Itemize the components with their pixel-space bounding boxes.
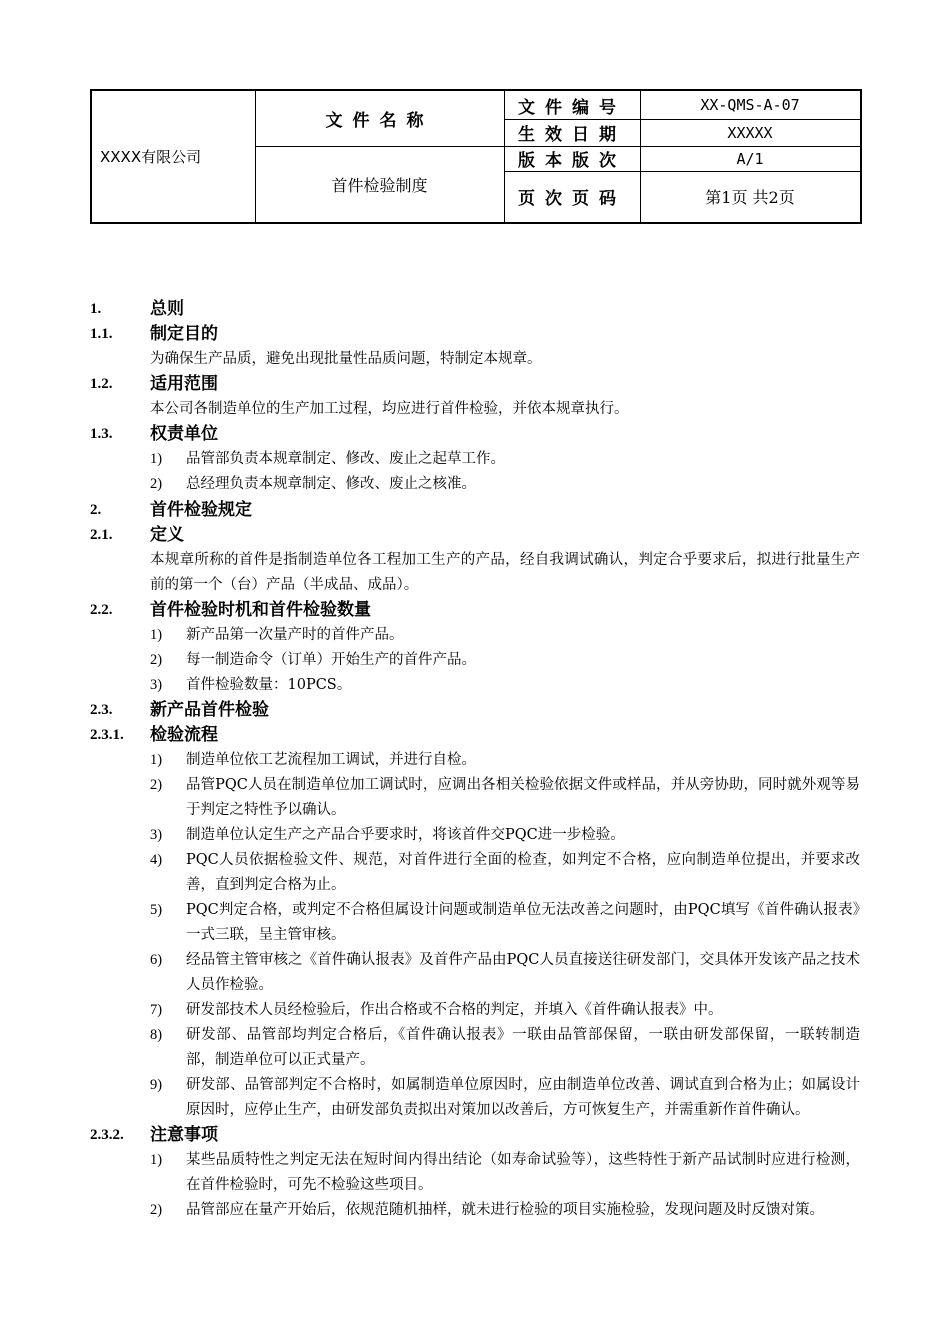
document-header-table xyxy=(90,89,862,224)
document-body xyxy=(90,296,860,1223)
doc-name: 首件检验制度 xyxy=(331,175,428,195)
list-item-number: 8) xyxy=(150,1027,163,1043)
subsection-heading xyxy=(90,322,860,347)
subsection-heading xyxy=(90,723,860,748)
heading-title: 定义 xyxy=(150,525,184,545)
list-item xyxy=(150,1198,860,1223)
doc-no-label: 文件编号 xyxy=(518,97,626,118)
list-item xyxy=(150,898,860,948)
subsection-heading xyxy=(90,523,860,548)
list-item-number: 1) xyxy=(150,752,163,768)
heading-title: 制定目的 xyxy=(150,324,218,344)
list-item-number: 1) xyxy=(150,627,163,643)
page-number: 第1页 共2页 xyxy=(705,188,795,207)
list-item-text: 研发部、品管部均判定合格后，《首件确认报表》一联由品管部保留，一联由研发部保留，一联转制造部，制造单位可以正式量产。 xyxy=(186,1027,860,1068)
doc-no: XX-QMS-A-07 xyxy=(700,96,800,114)
heading-number: 2.3.1. xyxy=(90,727,124,743)
subsection-heading xyxy=(90,422,860,447)
list-item-text: 首件检验数量：10PCS。 xyxy=(186,677,352,693)
version: A/1 xyxy=(736,149,764,168)
list-item-text: 制造单位认定生产之产品合乎要求时，将该首件交PQC进一步检验。 xyxy=(186,827,625,843)
heading-title: 首件检验规定 xyxy=(150,500,252,520)
doc-name-label: 文件名称 xyxy=(325,111,434,131)
page-label: 页次页码 xyxy=(518,189,626,209)
heading-number: 2.2. xyxy=(90,602,113,618)
list-item xyxy=(150,848,860,898)
list-item xyxy=(150,823,860,848)
list-item-text: 品管部应在量产开始后，依规范随机抽样，就未进行检验的项目实施检验，发现问题及时反馈对策。 xyxy=(186,1202,824,1218)
heading-number: 1.2. xyxy=(90,376,113,392)
heading-number: 1.3. xyxy=(90,426,113,442)
list-item-text: 总经理负责本规章制定、修改、废止之核准。 xyxy=(186,476,476,492)
list-item-number: 9) xyxy=(150,1077,163,1093)
list-item-text: 制造单位依工艺流程加工调试，并进行自检。 xyxy=(186,752,476,768)
list-item-text: PQC人员依据检验文件、规范，对首件进行全面的检查，如判定不合格，应向制造单位提出，并要求改善，直到判定合格为止。 xyxy=(186,852,860,893)
subsection-heading xyxy=(90,598,860,623)
subsection-heading xyxy=(90,1123,860,1148)
list-item-number: 2) xyxy=(150,476,163,492)
list-item-text: 品管部负责本规章制定、修改、废止之起草工作。 xyxy=(186,451,505,467)
heading-title: 权责单位 xyxy=(150,424,218,444)
list-item-number: 2) xyxy=(150,652,163,668)
list-item xyxy=(150,948,860,998)
list-item xyxy=(150,998,860,1023)
list-item-number: 7) xyxy=(150,1002,163,1018)
heading-number: 2.1. xyxy=(90,527,113,543)
list-item-text: 经品管主管审核之《首件确认报表》及首件产品由PQC人员直接送往研发部门，交具体开发该产品之技术人员作检验。 xyxy=(186,952,860,993)
list-item xyxy=(150,472,860,497)
list-item-text: 每一制造命令（订单）开始生产的首件产品。 xyxy=(186,652,476,668)
heading-title: 总则 xyxy=(150,299,184,319)
list-item-number: 2) xyxy=(150,1202,163,1218)
list-item xyxy=(150,673,860,698)
heading-title: 检验流程 xyxy=(150,725,218,745)
subsection-heading xyxy=(90,698,860,723)
list-item xyxy=(150,773,860,823)
effective-date-label: 生效日期 xyxy=(518,125,626,145)
subsection-heading xyxy=(90,372,860,397)
paragraph: 为确保生产品质，避免出现批量性品质问题，特制定本规章。 xyxy=(150,351,542,367)
version-label: 版本版次 xyxy=(518,151,626,171)
list-item-text: 研发部技术人员经检验后，作出合格或不合格的判定，并填入《首件确认报表》中。 xyxy=(186,1002,723,1018)
heading-number: 2.3.2. xyxy=(90,1127,124,1143)
list-item-number: 1) xyxy=(150,451,163,467)
list-item-text: 新产品第一次量产时的首件产品。 xyxy=(186,627,404,643)
list-item xyxy=(150,748,860,773)
list-item xyxy=(150,623,860,648)
effective-date: XXXXX xyxy=(727,123,773,142)
list-item-number: 3) xyxy=(150,677,163,693)
heading-title: 新产品首件检验 xyxy=(150,700,269,720)
section-heading xyxy=(90,296,860,322)
list-item-text: 研发部、品管部判定不合格时，如属制造单位原因时，应由制造单位改善、调试直到合格为止；如属设计原因时，应停止生产，由研发部负责拟出对策加以改善后，方可恢复生产，并需重新作首件确认。 xyxy=(186,1077,860,1118)
heading-number: 2. xyxy=(90,502,102,518)
paragraph: 本公司各制造单位的生产加工过程，均应进行首件检验，并依本规章执行。 xyxy=(150,401,629,417)
paragraph: 本规章所称的首件是指制造单位各工程加工生产的产品，经自我调试确认，判定合乎要求后，拟进行批量生产前的第一个（台）产品（半成品、成品）。 xyxy=(150,552,860,593)
company-name: XXXX有限公司 xyxy=(100,148,202,166)
heading-title: 首件检验时机和首件检验数量 xyxy=(150,600,371,620)
list-item xyxy=(150,1073,860,1123)
list-item-number: 6) xyxy=(150,952,163,968)
list-item-text: 品管PQC人员在制造单位加工调试时，应调出各相关检验依据文件或样品，并从旁协助，同时就外观等易于判定之特性予以确认。 xyxy=(186,777,860,818)
list-item xyxy=(150,1148,860,1198)
list-item-number: 3) xyxy=(150,827,163,843)
list-item-number: 1) xyxy=(150,1152,163,1168)
heading-number: 1. xyxy=(90,301,102,317)
list-item xyxy=(150,447,860,472)
heading-number: 1.1. xyxy=(90,326,113,342)
heading-title: 注意事项 xyxy=(150,1125,218,1145)
heading-title: 适用范围 xyxy=(150,374,218,394)
list-item-number: 5) xyxy=(150,902,163,918)
heading-number: 2.3. xyxy=(90,702,113,718)
list-item xyxy=(150,648,860,673)
list-item-number: 4) xyxy=(150,852,163,868)
list-item-text: 某些品质特性之判定无法在短时间内得出结论（如寿命试验等），这些特性于新产品试制时应进行检测，在首件检验时，可先不检验这些项目。 xyxy=(186,1152,860,1193)
list-item xyxy=(150,1023,860,1073)
section-heading xyxy=(90,497,860,523)
list-item-text: PQC判定合格，或判定不合格但属设计问题或制造单位无法改善之问题时，由PQC填写《首件确认报表》一式三联，呈主管审核。 xyxy=(186,902,860,943)
list-item-number: 2) xyxy=(150,777,163,793)
